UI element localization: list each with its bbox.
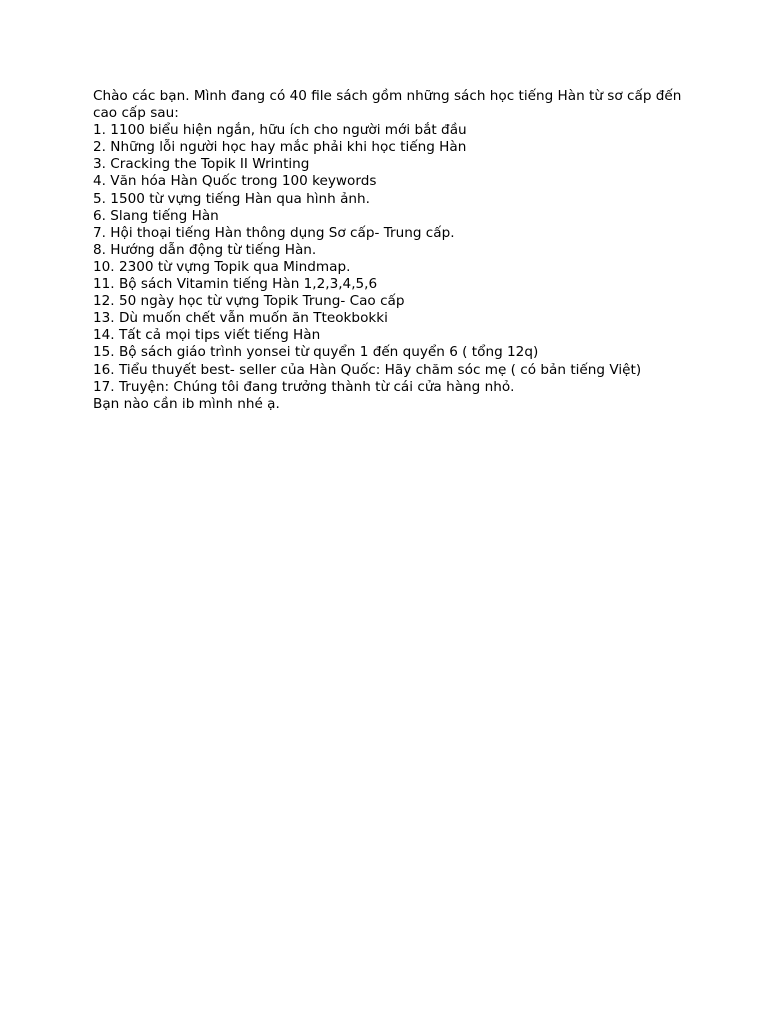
closing-line: Bạn nào cần ib mình nhé ạ.: [93, 395, 280, 412]
list-item: 3. Cracking the Topik II Wrinting: [93, 156, 310, 173]
list-item: 13. Dù muốn chết vẫn muốn ăn Tteokbokki: [93, 310, 388, 327]
intro-paragraph: Chào các bạn. Mình đang có 40 file sách gồm những sách học tiếng Hàn từ sơ cấp đến cao cấp sau:: [93, 88, 682, 122]
list-item: 6. Slang tiếng Hàn: [93, 207, 219, 224]
list-item: 10. 2300 từ vựng Topik qua Mindmap.: [93, 258, 351, 275]
list-item: 17. Truyện: Chúng tôi đang trưởng thành từ cái cửa hàng nhỏ.: [93, 378, 515, 395]
list-item: 14. Tất cả mọi tips viết tiếng Hàn: [93, 327, 321, 344]
list-item: 1. 1100 biểu hiện ngắn, hữu ích cho người mới bắt đầu: [93, 122, 467, 139]
list-item: 8. Hướng dẫn động từ tiếng Hàn.: [93, 241, 317, 258]
list-item: 2. Những lỗi người học hay mắc phải khi học tiếng Hàn: [93, 139, 467, 156]
document-text: [93, 88, 683, 413]
list-item: 12. 50 ngày học từ vựng Topik Trung- Cao cấp: [93, 293, 405, 310]
list-item: 7. Hội thoại tiếng Hàn thông dụng Sơ cấp- Trung cấp.: [93, 224, 455, 241]
list-item: 15. Bộ sách giáo trình yonsei từ quyển 1 đến quyển 6 ( tổng 12q): [93, 344, 539, 361]
list-item: 4. Văn hóa Hàn Quốc trong 100 keywords: [93, 173, 377, 190]
list-item: 16. Tiểu thuyết best- seller của Hàn Quốc: Hãy chăm sóc mẹ ( có bản tiếng Việt): [93, 361, 642, 378]
list-item: 5. 1500 từ vựng tiếng Hàn qua hình ảnh.: [93, 190, 370, 207]
list-item: 11. Bộ sách Vitamin tiếng Hàn 1,2,3,4,5,6: [93, 276, 378, 293]
